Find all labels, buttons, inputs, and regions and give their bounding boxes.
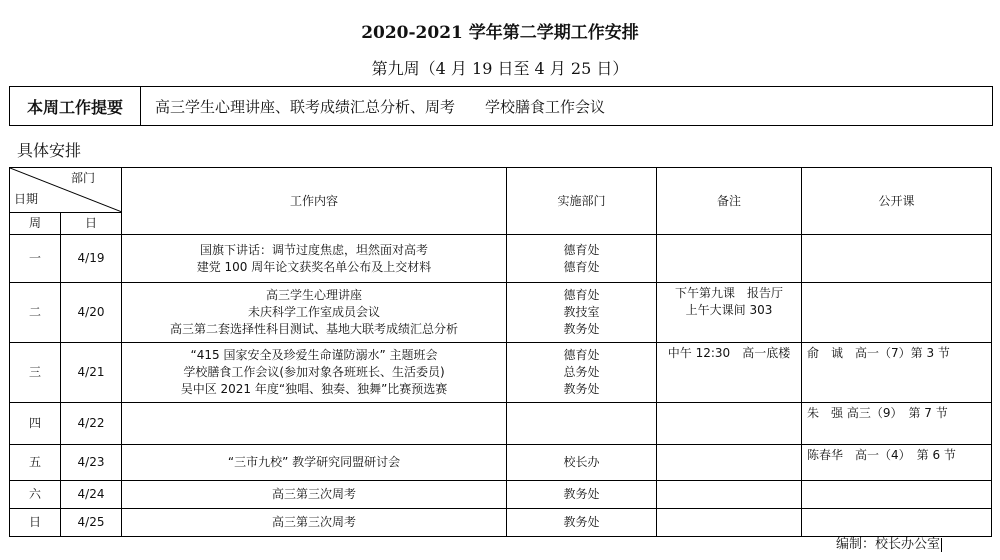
table-row — [10, 235, 992, 283]
department-cell-line: 教务处 — [563, 515, 600, 529]
note-cell-line: 上午大课间 303 — [685, 303, 773, 317]
department-cell — [507, 343, 657, 403]
department-cell — [507, 403, 657, 445]
weekday-cell: 日 — [10, 509, 61, 537]
department-cell — [507, 481, 657, 509]
content-cell-line: 高三学生心理讲座 — [265, 288, 362, 302]
department-cell-line: 德育处 — [563, 242, 600, 257]
content-cell — [122, 481, 507, 509]
header-note: 备注 — [657, 168, 802, 235]
department-cell-line: 校长办 — [563, 455, 600, 469]
schedule-table — [9, 167, 992, 537]
section-label: 具体安排 — [17, 141, 82, 160]
department-cell — [507, 509, 657, 537]
note-cell — [657, 403, 802, 445]
content-cell-line: 高三第二套选择性科目测试、基地大联考成绩汇总分析 — [169, 322, 458, 336]
content-cell — [122, 509, 507, 537]
diagonal-header-cell — [10, 168, 122, 213]
open-class-cell: 陈春华 高一（4） 第 6 节 — [802, 445, 992, 481]
department-cell-line: 总务处 — [563, 365, 600, 379]
note-cell-line: 中午 12:30 高一底楼 — [667, 346, 791, 360]
content-cell-line: 吴中区 2021 年度“独唱、独奏、独舞”比赛预选赛 — [180, 382, 448, 396]
table-row — [10, 343, 992, 403]
note-cell — [657, 235, 802, 283]
weekday-cell: 六 — [10, 481, 61, 509]
weekly-summary-box — [9, 86, 993, 126]
content-cell — [122, 235, 507, 283]
department-cell-line: 德育处 — [563, 259, 600, 274]
open-class-cell — [802, 283, 992, 343]
date-cell: 4/24 — [61, 481, 122, 509]
summary-label: 本周工作提要 — [10, 87, 141, 125]
header-date: 日期 — [14, 192, 39, 206]
content-cell — [122, 343, 507, 403]
open-class-cell — [802, 235, 992, 283]
note-cell — [657, 343, 802, 403]
date-cell: 4/21 — [61, 343, 122, 403]
open-class-cell: 俞 诚 高一（7）第 3 节 — [802, 343, 992, 403]
date-cell: 4/25 — [61, 509, 122, 537]
note-cell — [657, 445, 802, 481]
weekday-cell: 五 — [10, 445, 61, 481]
summary-content: 高三学生心理讲座、联考成绩汇总分析、周考 学校膳食工作会议 — [155, 97, 606, 116]
table-row — [10, 403, 992, 445]
header-weekday: 周 — [10, 213, 61, 235]
table-row — [10, 283, 992, 343]
content-cell-line: 国旗下讲话：调节过度焦虑，坦然面对高考 — [199, 242, 428, 257]
table-row — [10, 445, 992, 481]
content-cell-line: “三市九校” 教学研究同盟研讨会 — [227, 455, 401, 469]
date-cell: 4/23 — [61, 445, 122, 481]
department-cell-line: 德育处 — [563, 348, 600, 362]
content-cell-line: 高三第三次周考 — [271, 515, 356, 529]
week-range: 第九周（4 月 19 日至 4 月 25 日） — [371, 59, 629, 78]
content-cell — [122, 283, 507, 343]
table-row — [10, 481, 992, 509]
department-cell-line: 教务处 — [563, 487, 600, 501]
content-cell-line: 高三第三次周考 — [271, 487, 356, 501]
weekday-cell: 二 — [10, 283, 61, 343]
department-cell — [507, 235, 657, 283]
date-cell: 4/20 — [61, 283, 122, 343]
header-row — [10, 168, 992, 213]
note-cell — [657, 481, 802, 509]
date-cell: 4/22 — [61, 403, 122, 445]
weekday-cell: 一 — [10, 235, 61, 283]
weekday-cell: 三 — [10, 343, 61, 403]
open-class-cell: 朱 强 高三（9） 第 7 节 — [802, 403, 992, 445]
content-cell — [122, 445, 507, 481]
content-cell — [122, 403, 507, 445]
date-cell: 4/19 — [61, 235, 122, 283]
note-cell — [657, 509, 802, 537]
department-cell-line: 德育处 — [563, 288, 600, 302]
note-cell — [657, 283, 802, 343]
footer-editor — [836, 533, 942, 552]
content-cell-line: “415 国家安全及珍爱生命谨防溺水” 主题班会 — [190, 348, 438, 362]
text-cursor — [941, 538, 942, 552]
weekday-cell: 四 — [10, 403, 61, 445]
note-cell-line: 下午第九课 报告厅 — [674, 286, 783, 300]
content-cell-line: 建党 100 周年论文获奖名单公布及上交材料 — [196, 259, 432, 274]
header-day: 日 — [61, 213, 122, 235]
content-cell-line: 未庆科学工作室成员会议 — [247, 305, 380, 319]
header-dept: 部门 — [70, 171, 95, 185]
document-title: 2020-2021 学年第二学期工作安排 — [361, 23, 639, 43]
header-department: 实施部门 — [507, 168, 657, 235]
department-cell-line: 教务处 — [563, 322, 600, 336]
open-class-cell — [802, 481, 992, 509]
department-cell-line: 教技室 — [563, 305, 600, 319]
header-content: 工作内容 — [122, 168, 507, 235]
department-cell — [507, 445, 657, 481]
content-cell-line: 学校膳食工作会议(参加对象各班班长、生活委员) — [183, 365, 445, 379]
department-cell — [507, 283, 657, 343]
header-open-class: 公开课 — [802, 168, 992, 235]
department-cell-line: 教务处 — [563, 382, 600, 396]
footer-text: 编制：校长办公室 — [835, 537, 940, 552]
